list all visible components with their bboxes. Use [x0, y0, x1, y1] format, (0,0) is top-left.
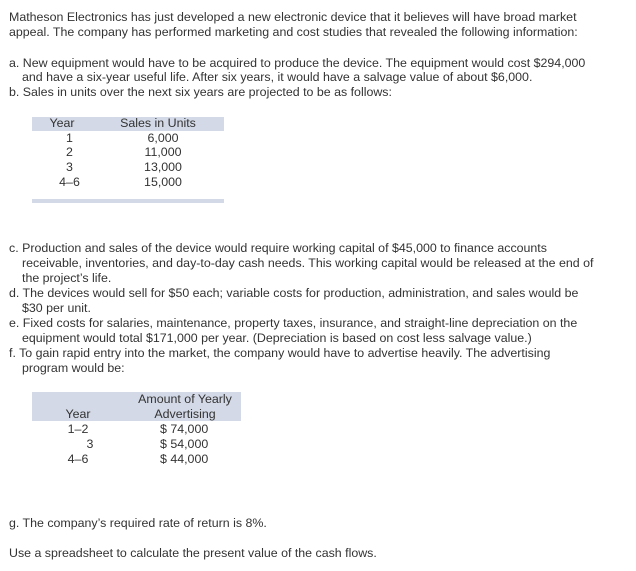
- ad-row-3-year: 4–6: [67, 452, 89, 466]
- item-a-line-2: and have a six-year useful life. After six years, it would have a salvage value of about $6,000.: [22, 70, 533, 84]
- sales-row-4-year: 4–6: [59, 175, 80, 189]
- ad-header-year: Year: [65, 407, 91, 421]
- item-b-line-1: b. Sales in units over the next six years are projected to be as follows:: [9, 85, 392, 99]
- ad-row-2-amount: $ 54,000: [160, 437, 209, 451]
- item-c-line-2: receivable, inventories, and day-to-day cash needs. This working capital would be released at the end of: [22, 256, 594, 270]
- item-d-line-2: $30 per unit.: [22, 301, 91, 315]
- ad-row-3-amount: $ 44,000: [160, 452, 209, 466]
- sales-row-4-units: 15,000: [144, 175, 182, 189]
- ad-header-amount-line-2: Advertising: [154, 407, 216, 421]
- sales-row-3-units: 13,000: [144, 160, 182, 174]
- item-a-line-1: a. New equipment would have to be acquired to produce the device. The equipment would cost $294,000: [9, 56, 586, 70]
- sales-row-2-year: 2: [66, 145, 73, 159]
- ad-row-2-year: 3: [86, 437, 94, 451]
- item-e-line-1: e. Fixed costs for salaries, maintenance, property taxes, insurance, and straight-line depreciation on the: [9, 316, 578, 330]
- item-g-line-1: g. The company’s required rate of return is 8%.: [9, 516, 267, 530]
- item-f-line-1: f. To gain rapid entry into the market, the company would have to advertise heavily. The advertising: [9, 346, 551, 360]
- item-c-line-1: c. Production and sales of the device would require working capital of $45,000 to finance accounts: [9, 241, 547, 255]
- ad-row-1-year: 1–2: [67, 422, 89, 436]
- item-f-line-2: program would be:: [22, 361, 125, 375]
- sales-header-units: Sales in Units: [120, 116, 196, 130]
- sales-row-1-units: 6,000: [147, 131, 179, 145]
- item-c-line-3: the project’s life.: [22, 271, 112, 285]
- item-e-line-2: equipment would total $171,000 per year. (Depreciation is based on cost less salvage value.): [22, 331, 532, 345]
- sales-table-bottom-rule: [32, 199, 224, 203]
- ad-header-amount-line-1: Amount of Yearly: [138, 392, 232, 406]
- sales-header-year: Year: [49, 116, 75, 130]
- sales-row-1-year: 1: [66, 131, 73, 145]
- item-d-line-1: d. The devices would sell for $50 each; variable costs for production, administration, and sales would be: [9, 286, 579, 300]
- sales-row-2-units: 11,000: [144, 145, 182, 159]
- sales-row-3-year: 3: [66, 160, 73, 174]
- intro-line-2: appeal. The company has performed marketing and cost studies that revealed the following information:: [9, 25, 578, 39]
- instruction-text: Use a spreadsheet to calculate the present value of the cash flows.: [9, 546, 377, 560]
- ad-row-1-amount: $ 74,000: [160, 422, 209, 436]
- intro-line-1: Matheson Electronics has just developed a new electronic device that it believes will have broad market: [9, 10, 577, 24]
